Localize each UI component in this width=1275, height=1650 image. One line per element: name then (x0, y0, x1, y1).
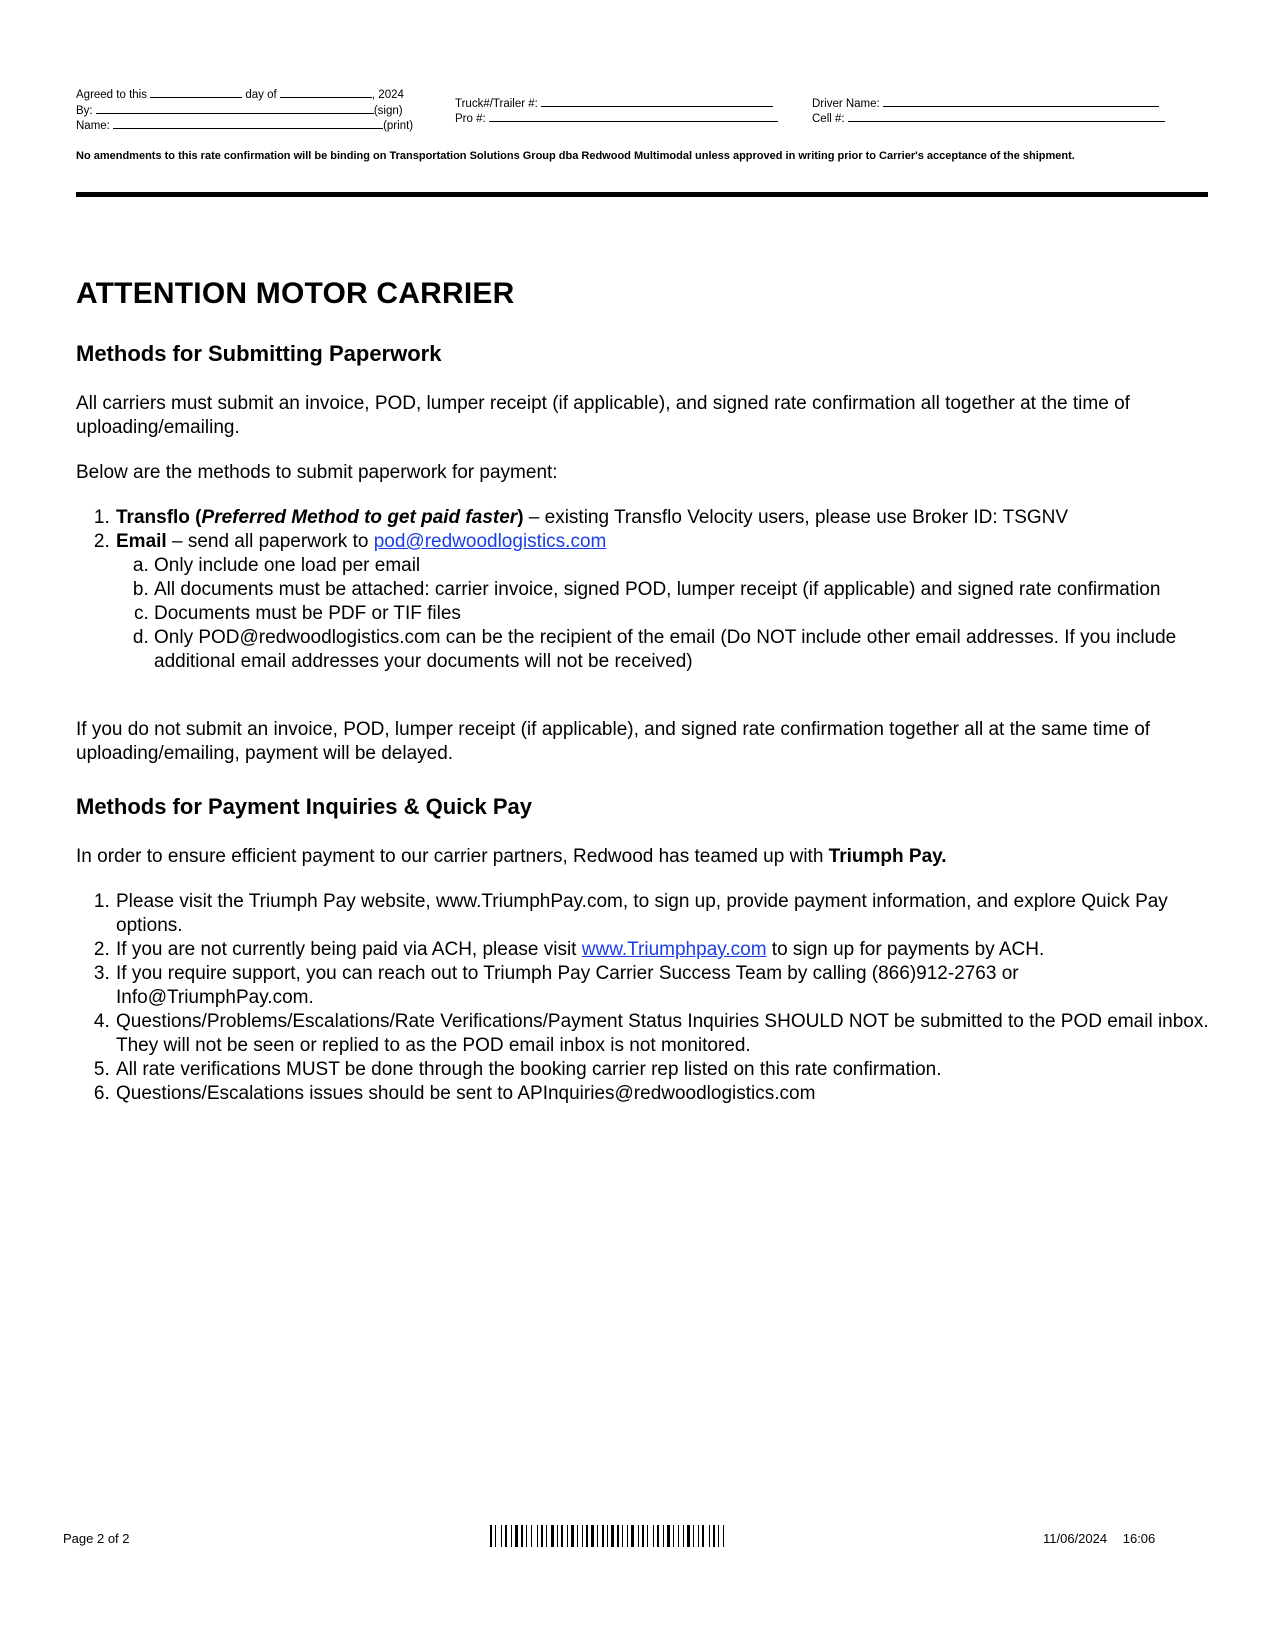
barcode-bar (505, 1525, 507, 1547)
payment-info-list (76, 890, 1216, 1106)
pro-number-field[interactable] (489, 110, 778, 122)
print-timestamp (1043, 1531, 1155, 1546)
barcode-bar (647, 1525, 648, 1547)
ach-text-post: to sign up for payments by ACH. (766, 939, 1045, 960)
agreed-label: Agreed to this (76, 89, 147, 101)
barcode-bar (501, 1525, 502, 1547)
barcode-graphic (490, 1525, 780, 1547)
agreed-day-field[interactable] (150, 86, 242, 98)
payment-intro (76, 845, 1216, 869)
list-item: c. Documents must be PDF or TIF files (154, 602, 1216, 626)
list-item: 5. All rate verifications MUST be done through the booking carrier rep listed on this rate confirmation. (115, 1058, 1216, 1082)
submission-methods-list (76, 506, 1216, 674)
transflo-description: – existing Transflo Velocity users, please use Broker ID: TSGNV (523, 507, 1069, 528)
barcode-bar (723, 1525, 724, 1547)
agreed-year: , 2024 (371, 89, 404, 101)
barcode-bar (515, 1525, 518, 1547)
barcode-bar (577, 1525, 578, 1547)
barcode-bar (537, 1525, 538, 1547)
transflo-close-paren: ) (517, 507, 524, 528)
email-label: Email (116, 531, 167, 552)
barcode-bar (657, 1525, 659, 1547)
truck-trailer-field[interactable] (541, 95, 773, 107)
barcode-icon (490, 1525, 780, 1547)
barcode-bar (678, 1525, 679, 1547)
barcode-bar (663, 1525, 664, 1547)
barcode-bar (709, 1525, 710, 1547)
list-item (115, 938, 1216, 962)
ach-text-pre: If you are not currently being paid via ACH, please visit (116, 939, 582, 960)
barcode-bar (702, 1525, 704, 1547)
list-item: 6. Questions/Escalations issues should be sent to APInquiries@redwoodlogistics.com (115, 1082, 1216, 1106)
barcode-bar (638, 1525, 639, 1547)
pro-line (455, 110, 778, 127)
name-label: Name: (76, 120, 110, 132)
barcode-bar (687, 1525, 690, 1547)
barcode-bar (611, 1525, 614, 1547)
barcode-bar (698, 1525, 699, 1547)
print-name-field[interactable] (113, 117, 383, 129)
barcode-bar (673, 1525, 674, 1547)
section-heading-payment: Methods for Payment Inquiries & Quick Pay (76, 794, 532, 819)
truck-label: Truck#/Trailer #: (455, 98, 538, 110)
list-item: d. Only POD@redwoodlogistics.com can be the recipient of the email (Do NOT include other email addresses. If you include additional email addresses your documents will not be received) (154, 626, 1216, 674)
barcode-bar (541, 1525, 543, 1547)
driver-label: Driver Name: (812, 98, 880, 110)
list-item: a. Only include one load per email (154, 554, 1216, 578)
method-email (115, 530, 1216, 674)
agreed-month-field[interactable] (280, 86, 372, 98)
amendments-notice: No amendments to this rate confirmation will be binding on Transportation Solutions Group dba Redwood Multimodal unless approved in writing prior to Carrier's acceptance of the shipment. (76, 150, 1075, 162)
agreement-line (76, 86, 404, 103)
barcode-bar (622, 1525, 623, 1547)
list-item: 4. Questions/Problems/Escalations/Rate Verifications/Payment Status Inquiries SHOULD NOT be submitted to the POD email inbox. They will not be seen or replied to as the POD email inbox is not monitored. (115, 1010, 1216, 1058)
barcode-bar (617, 1525, 619, 1547)
day-of-label: day of (245, 89, 277, 101)
payment-intro-text: In order to ensure efficient payment to our carrier partners, Redwood has teamed up with (76, 846, 829, 867)
transflo-label: Transflo ( (116, 507, 202, 528)
barcode-bar (495, 1525, 496, 1547)
barcode-bar (602, 1525, 604, 1547)
header-divider (76, 192, 1208, 197)
email-requirements-list (116, 554, 1216, 674)
by-label: By: (76, 105, 93, 117)
submission-closing: If you do not submit an invoice, POD, lumper receipt (if applicable), and signed rate confirmation together all at the same time of uploading/emailing, payment will be delayed. (76, 719, 1151, 764)
barcode-bar (586, 1525, 588, 1547)
email-description: – send all paperwork to (166, 531, 374, 552)
barcode-bar (557, 1525, 558, 1547)
barcode-bar (531, 1525, 532, 1547)
barcode-bar (567, 1525, 568, 1547)
sign-hint: (sign) (373, 105, 403, 117)
barcode-bar (713, 1525, 715, 1547)
cell-number-field[interactable] (848, 110, 1165, 122)
print-name-line (76, 117, 413, 134)
signature-field[interactable] (96, 102, 374, 114)
barcode-bar (631, 1525, 634, 1547)
pro-label: Pro #: (455, 113, 486, 125)
print-time: 16:06 (1122, 1531, 1156, 1546)
barcode-bar (597, 1525, 598, 1547)
triumph-pay-name: Triumph Pay. (828, 846, 947, 867)
barcode-bar (607, 1525, 608, 1547)
submission-intro: All carriers must submit an invoice, POD, lumper receipt (if applicable), and signed rate confirmation all together at the time of uploading/emailing. (76, 393, 1130, 438)
barcode-bar (683, 1525, 684, 1547)
barcode-bar (667, 1525, 670, 1547)
barcode-bar (591, 1525, 594, 1547)
barcode-bar (627, 1525, 628, 1547)
page-number: Page 2 of 2 (63, 1531, 130, 1546)
barcode-bar (551, 1525, 554, 1547)
cell-label: Cell #: (812, 113, 845, 125)
pod-email-link[interactable]: pod@redwoodlogistics.com (373, 531, 607, 552)
barcode-bar (642, 1525, 644, 1547)
submission-lead: Below are the methods to submit paperwork for payment: (76, 462, 558, 483)
preferred-method-note: Preferred Method to get paid faster (201, 507, 518, 528)
barcode-bar (653, 1525, 654, 1547)
print-hint: (print) (383, 120, 414, 132)
method-transflo (115, 506, 1216, 530)
list-item: 1. Please visit the Triumph Pay website, www.TriumphPay.com, to sign up, provide payment information, and explore Quick Pay options. (115, 890, 1216, 938)
barcode-bar (526, 1525, 527, 1547)
page-title: ATTENTION MOTOR CARRIER (76, 277, 515, 310)
list-item: b. All documents must be attached: carrier invoice, signed POD, lumper receipt (if applicable) and signed rate confirmation (154, 578, 1216, 602)
barcode-bar (693, 1525, 694, 1547)
print-date: 11/06/2024 (1043, 1531, 1108, 1546)
cell-line (812, 110, 1165, 127)
list-item: 3. If you require support, you can reach out to Triumph Pay Carrier Success Team by calling (866)912-2763 or Info@TriumphPay.com. (115, 962, 1216, 1010)
barcode-bar (571, 1525, 574, 1547)
barcode-bar (561, 1525, 563, 1547)
barcode-bar (582, 1525, 583, 1547)
barcode-bar (521, 1525, 523, 1547)
driver-name-field[interactable] (883, 95, 1159, 107)
barcode-bar (490, 1525, 492, 1547)
barcode-bar (718, 1525, 719, 1547)
barcode-bar (546, 1525, 547, 1547)
triumphpay-link[interactable]: www.Triumphpay.com (581, 939, 767, 960)
section-heading-submitting: Methods for Submitting Paperwork (76, 341, 442, 366)
barcode-bar (511, 1525, 512, 1547)
